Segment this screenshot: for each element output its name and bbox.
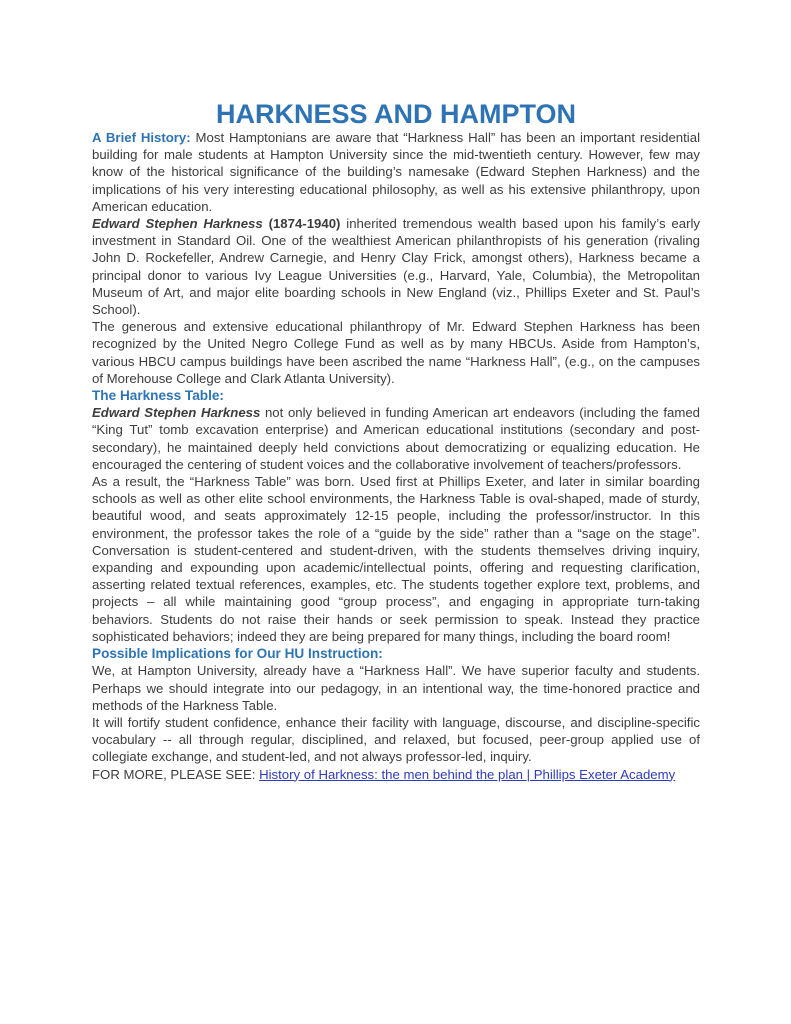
heading-harkness-table: The Harkness Table: [92, 388, 224, 404]
paragraph-implications-2: It will fortify student confidence, enhance their facility with language, discourse, and discipline-specific vocabulary -- all through regular, disciplined, and relaxed, but focused, peer-group applied use of collegiate exchange, and student-led, and not always professor-led, inquiry. [92, 714, 700, 765]
paragraph-harkness-bio [92, 215, 700, 318]
paragraph-for-more [92, 766, 700, 783]
harkness-bio-text: inherited tremendous wealth based upon his family’s early investment in Standard Oil. One of the wealthiest American philanthropists of his generation (rivaling John D. Rockefeller, Andrew Carnegie, and Henry Clay Frick, amongst others), Harkness became a principal donor to various Ivy League Universities (e.g., Harvard, Yale, Columbia), the Metropolitan Museum of Art, and major elite boarding schools in New England (viz., Phillips Exeter and St. Paul’s School). [92, 216, 700, 318]
paragraph-philanthropy: The generous and extensive educational philanthropy of Mr. Edward Stephen Harkness has been recognized by the United Negro College Fund as well as by many HBCUs. Aside from Hampton’s, various HBCU campus buildings have been ascribed the name “Harkness Hall”, (e.g., on the campuses of Morehouse College and Clark Atlanta University). [92, 319, 700, 386]
harkness-name-repeat: Edward Stephen Harkness [92, 405, 261, 421]
for-more-label: FOR MORE, PLEASE SEE: [92, 766, 260, 782]
heading-implications: Possible Implications for Our HU Instruction: [92, 646, 383, 662]
harkness-name: Edward Stephen Harkness [92, 216, 263, 232]
brief-history-text: Most Hamptonians are aware that “Harkness Hall” has been an important residential building for male students at Hampton University since the mid-twentieth century. However, few may know of the historical significance of the building’s namesake (Edward Stephen Harkness) and the implications of his very interesting educational philosophy, as well as his extensive philanthropy, upon American education. [92, 130, 700, 214]
brief-history-label: A Brief History: [92, 130, 191, 145]
harkness-beliefs-text: not only believed in funding American art endeavors (including the famed “King Tut” tomb excavation enterprise) and American educational institutions (secondary and post-secondary), he maintained deeply held convictions about democratizing or equalizing education. He encouraged the centering of student voices and the collaborative involvement of teachers/professors. [92, 405, 700, 472]
harkness-dates: (1874-1940) [262, 216, 341, 232]
paragraph-harkness-table-description: As a result, the “Harkness Table” was born. Used first at Phillips Exeter, and later in similar boarding schools as well as other elite school environments, the Harkness Table is oval-shaped, made of sturdy, beautiful wood, and seats approximately 12-15 people, including the professor/instructor. In this environment, the professor takes the role of a “guide by the side” rather than a “sage on the stage”. Conversation is student-centered and student-driven, with the students themselves driving inquiry, expanding and expounding upon academic/intellectual points, offering and requesting clarification, asserting related textual references, examples, etc. The students together explore text, problems, and projects – all while maintaining good “group process”, and engaging in appropriate turn-taking behaviors. Students do not raise their hands or seek permission to speak. Instead they practice sophisticated behaviors; indeed they are being prepared for many things, including the board room! [92, 474, 700, 644]
harkness-history-link[interactable]: History of Harkness: the men behind the plan | Phillips Exeter Academy [259, 766, 676, 782]
paragraph-implications-1: We, at Hampton University, already have a “Harkness Hall”. We have superior faculty and students. Perhaps we should integrate into our pedagogy, in an intentional way, the time-honored practice and methods of the Harkness Table. [92, 663, 700, 713]
page-title: HARKNESS AND HAMPTON [215, 99, 577, 129]
paragraph-harkness-beliefs [92, 404, 700, 473]
paragraph-brief-history [92, 129, 700, 215]
